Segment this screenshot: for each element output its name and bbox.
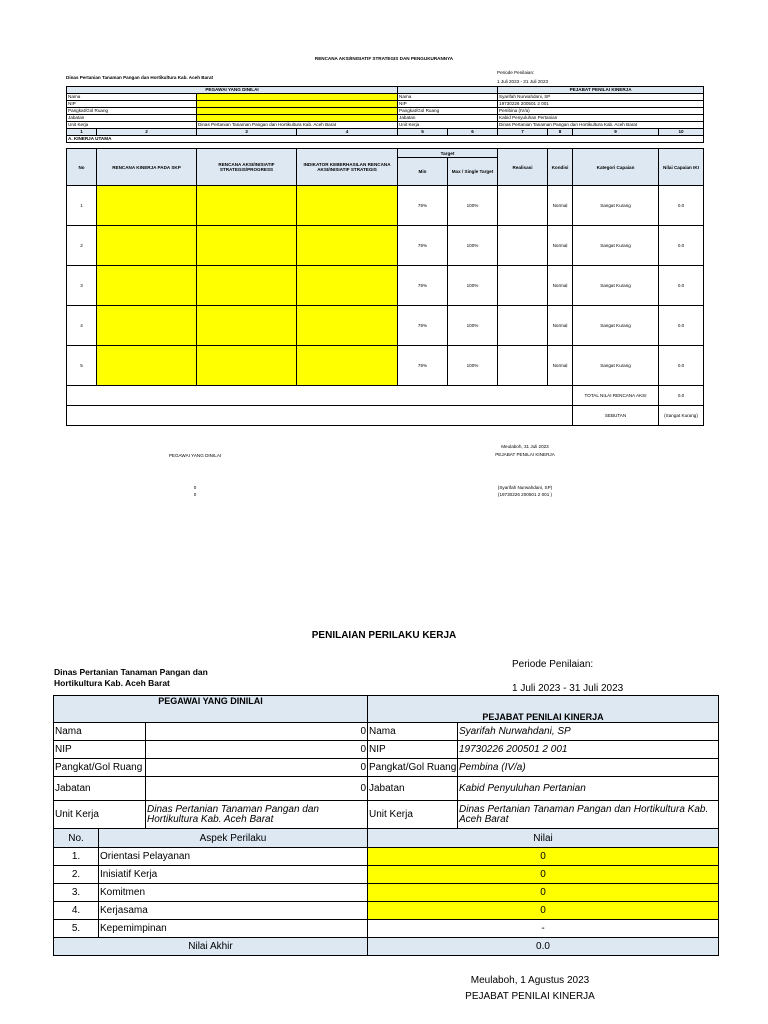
max-cell: 100% <box>448 306 498 346</box>
nilai-cell: 0.0 <box>659 346 704 386</box>
col-number: 2 <box>97 129 197 136</box>
rencana-skp-cell <box>97 186 197 226</box>
pegawai-value <box>197 115 398 122</box>
aspek-no: 5. <box>54 920 99 938</box>
table-row <box>67 266 704 306</box>
table-row <box>54 866 719 884</box>
col-number: 3 <box>197 129 297 136</box>
nilai-cell: 0.0 <box>659 226 704 266</box>
aspek-name: Komitmen <box>99 884 368 902</box>
realisasi-cell <box>498 346 548 386</box>
aspek-no: 3. <box>54 884 99 902</box>
row-no: 5 <box>67 346 97 386</box>
page1-sign-pegawai: PEGAWAI YANG DINILAI <box>168 453 222 458</box>
kategori-cell: Sangat Kurang <box>573 346 659 386</box>
row-no: 3 <box>67 266 97 306</box>
page1-title: RENCANA AKSI/INISIATIF STRATEGIS DAN PENGUKURANNYA <box>314 56 454 61</box>
field-label: NIP <box>368 741 458 759</box>
kondisi-cell: Normal <box>548 226 573 266</box>
field-label: Pangkat/Gol Ruang <box>398 108 498 115</box>
pegawai-unit: Dinas Pertanian Tanaman Pangan dan Hortikultura Kab. Aceh Barat <box>146 801 368 829</box>
col-number: 10 <box>659 129 704 136</box>
rencana-aksi-cell <box>197 346 297 386</box>
page2-pegawai-header: PEGAWAI YANG DINILAI <box>54 696 368 723</box>
pejabat-value: Kabid Penyuluhan Pertanian <box>498 115 704 122</box>
indikator-cell <box>297 306 398 346</box>
rencana-aksi-cell <box>197 226 297 266</box>
aspek-no: 2. <box>54 866 99 884</box>
max-cell: 100% <box>448 266 498 306</box>
pegawai-header: PEGAWAI YANG DINILAI <box>67 87 398 94</box>
field-label: Nama <box>54 723 146 741</box>
rencana-aksi-cell <box>197 266 297 306</box>
table-row <box>54 884 719 902</box>
nilai-akhir-value: 0.0 <box>368 938 719 956</box>
sebutan-label: SEBUTAN <box>573 406 659 426</box>
field-label: Pangkat/Gol Ruang <box>368 759 458 777</box>
col-number: 9 <box>573 129 659 136</box>
col-header-nilai: Nilai Capaian IKI <box>659 149 704 186</box>
table-row <box>67 306 704 346</box>
pegawai-value <box>197 101 398 108</box>
field-label: NIP <box>54 741 146 759</box>
page1-sign-pegawai-name: 0 <box>193 485 197 490</box>
nilai-akhir-label: Nilai Akhir <box>54 938 368 956</box>
pejabat-value: 19730226 200501 2 001 <box>458 741 719 759</box>
kategori-cell: Sangat Kurang <box>573 266 659 306</box>
pegawai-unit: Dinas Pertanian Tanaman Pangan dan Hortikultura Kab. Aceh Barat <box>197 122 398 129</box>
field-label: NIP <box>67 101 197 108</box>
min-cell: 75% <box>398 226 448 266</box>
min-cell: 75% <box>398 266 448 306</box>
field-label: NIP <box>398 101 498 108</box>
pegawai-value <box>197 94 398 101</box>
kinerja-table <box>66 148 704 426</box>
indikator-cell <box>297 266 398 306</box>
nilai-cell: 0.0 <box>659 306 704 346</box>
total-label: TOTAL NILAI RENCANA AKSI <box>573 386 659 406</box>
col-header-realisasi: Realisasi <box>498 149 548 186</box>
aspek-nilai: - <box>368 920 719 938</box>
realisasi-cell <box>498 186 548 226</box>
rencana-aksi-cell <box>197 186 297 226</box>
col-number: 6 <box>448 129 498 136</box>
page1-org: Dinas Pertanian Tanaman Pangan dan Hortikultura Kab. Aceh Barat <box>66 75 214 80</box>
field-label: Jabatan <box>67 115 197 122</box>
pejabat-value: Dinas Pertanian Tanaman Pangan dan Hortikultura Kab. Aceh Barat <box>458 801 719 829</box>
pegawai-value: 0 <box>146 723 368 741</box>
table-row <box>67 186 704 226</box>
aspek-nilai: 0 <box>368 902 719 920</box>
realisasi-cell <box>498 306 548 346</box>
kategori-cell: Sangat Kurang <box>573 306 659 346</box>
field-label: Pangkat/Gol Ruang <box>54 759 146 777</box>
section-label: A. KINERJA UTAMA <box>67 136 704 143</box>
aspek-header-no: No. <box>54 829 99 848</box>
total-value: 0.0 <box>659 386 704 406</box>
pegawai-value: 0 <box>146 759 368 777</box>
max-cell: 100% <box>448 186 498 226</box>
pejabat-value: Dinas Pertanian Tanaman Pangan dan Hortikultura Kab. Aceh Barat <box>498 122 704 129</box>
field-label: Jabatan <box>398 115 498 122</box>
realisasi-cell <box>498 266 548 306</box>
perilaku-table <box>53 695 719 956</box>
row-no: 4 <box>67 306 97 346</box>
col-number: 4 <box>297 129 398 136</box>
field-label: Jabatan <box>54 777 146 801</box>
aspek-no: 4. <box>54 902 99 920</box>
indikator-cell <box>297 346 398 386</box>
col-number: 1 <box>67 129 97 136</box>
rencana-aksi-cell <box>197 306 297 346</box>
row-no: 2 <box>67 226 97 266</box>
col-header-target: Target <box>398 149 498 158</box>
rencana-skp-cell <box>97 266 197 306</box>
pejabat-header: PEJABAT PENILAI KINERJA <box>498 87 704 94</box>
col-number: 5 <box>398 129 448 136</box>
rencana-skp-cell <box>97 306 197 346</box>
sebutan-value: (Sangat Kurang) <box>659 406 704 426</box>
kondisi-cell: Normal <box>548 266 573 306</box>
max-cell: 100% <box>448 226 498 266</box>
field-label: Unit Kerja <box>54 801 146 829</box>
pejabat-value: Syarifah Nurwahdani, SP <box>458 723 719 741</box>
page1-identity-table <box>66 86 704 143</box>
field-label: Unit Kerja <box>368 801 458 829</box>
pejabat-value: Syarifah Nurwahdani, SP <box>498 94 704 101</box>
col-header-kategori: Kategori Capaian <box>573 149 659 186</box>
page1-sign-pejabat: PEJABAT PENILAI KINERJA <box>495 452 555 457</box>
col-header-kondisi: Kondisi <box>548 149 573 186</box>
field-label: Nama <box>368 723 458 741</box>
indikator-cell <box>297 186 398 226</box>
table-row <box>67 226 704 266</box>
field-label: Jabatan <box>368 777 458 801</box>
aspek-header-nilai: Nilai <box>368 829 719 848</box>
max-cell: 100% <box>448 346 498 386</box>
page2-org-line2: Hortikultura Kab. Aceh Barat <box>54 678 170 688</box>
col-header-indikator: INDIKATOR KEBERHASILAN RENCANA AKSI/INISIATIF STRATEGIS <box>297 149 398 186</box>
table-row <box>54 902 719 920</box>
kondisi-cell: Normal <box>548 306 573 346</box>
table-row <box>67 346 704 386</box>
col-header-no: No <box>67 149 97 186</box>
aspek-nilai: 0 <box>368 884 719 902</box>
aspek-header-name: Aspek Perilaku <box>99 829 368 848</box>
page2-pejabat-header: PEJABAT PENILAI KINERJA <box>368 696 719 723</box>
page1-sign-pejabat-nip: (19730226 200501 2 001 ) <box>497 492 553 497</box>
page1-sign-pejabat-name: (Syarifah Nurwahdani, SP) <box>497 485 553 490</box>
aspek-name: Kerjasama <box>99 902 368 920</box>
pegawai-value: 0 <box>146 777 368 801</box>
aspek-nilai: 0 <box>368 866 719 884</box>
pegawai-value <box>197 108 398 115</box>
col-header-rencana-aksi: RENCANA AKSI/INISIATIF STRATEGIS/PROGRESS <box>197 149 297 186</box>
field-label: Pangkat/Gol Ruang <box>67 108 197 115</box>
page2-sign-date: Meulaboh, 1 Agustus 2023 <box>470 975 590 986</box>
pejabat-value: 19730226 200501 2 001 <box>498 101 704 108</box>
rencana-skp-cell <box>97 226 197 266</box>
table-row <box>54 920 719 938</box>
aspek-name: Inisiatif Kerja <box>99 866 368 884</box>
col-header-max: Max / Single Target <box>448 158 498 186</box>
min-cell: 75% <box>398 306 448 346</box>
min-cell: 75% <box>398 346 448 386</box>
aspek-no: 1. <box>54 848 99 866</box>
page2-org-line1: Dinas Pertanian Tanaman Pangan dan <box>54 667 208 677</box>
pejabat-value: Pembina (IV/a) <box>458 759 719 777</box>
field-label: Unit Kerja <box>398 122 498 129</box>
kondisi-cell: Normal <box>548 186 573 226</box>
indikator-cell <box>297 226 398 266</box>
field-label: Nama <box>398 94 498 101</box>
page2-periode-value: 1 Juli 2023 - 31 Juli 2023 <box>512 683 624 694</box>
aspek-name: Kepemimpinan <box>99 920 368 938</box>
table-row <box>54 848 719 866</box>
rencana-skp-cell <box>97 346 197 386</box>
page2-sign-pejabat: PEJABAT PENILAI KINERJA <box>465 991 595 1002</box>
page2-title: PENILAIAN PERILAKU KERJA <box>311 630 457 641</box>
field-label: Unit Kerja <box>67 122 197 129</box>
col-header-rencana-skp: RENCANA KINERJA PADA SKP <box>97 149 197 186</box>
min-cell: 75% <box>398 186 448 226</box>
page1-sign-date: Meulaboh, 31 Juli 2023 <box>501 444 549 449</box>
realisasi-cell <box>498 226 548 266</box>
aspek-nilai: 0 <box>368 848 719 866</box>
page1-periode-label: Periode Penilaian: <box>497 70 535 75</box>
pejabat-value: Kabid Penyuluhan Pertanian <box>458 777 719 801</box>
kategori-cell: Sangat Kurang <box>573 186 659 226</box>
col-number: 7 <box>498 129 548 136</box>
pegawai-value: 0 <box>146 741 368 759</box>
aspek-name: Orientasi Pelayanan <box>99 848 368 866</box>
row-no: 1 <box>67 186 97 226</box>
page1-sign-pegawai-nip: 0 <box>193 492 197 497</box>
page1-periode-value: 1 Juli 2023 - 31 Juli 2023 <box>497 79 549 84</box>
col-header-min: Min <box>398 158 448 186</box>
page2-periode-label: Periode Penilaian: <box>512 659 594 670</box>
nilai-cell: 0.0 <box>659 186 704 226</box>
pejabat-value: Pembina (IV/a) <box>498 108 704 115</box>
kategori-cell: Sangat Kurang <box>573 226 659 266</box>
nilai-cell: 0.0 <box>659 266 704 306</box>
kondisi-cell: Normal <box>548 346 573 386</box>
col-number: 8 <box>548 129 573 136</box>
field-label: Nama <box>67 94 197 101</box>
